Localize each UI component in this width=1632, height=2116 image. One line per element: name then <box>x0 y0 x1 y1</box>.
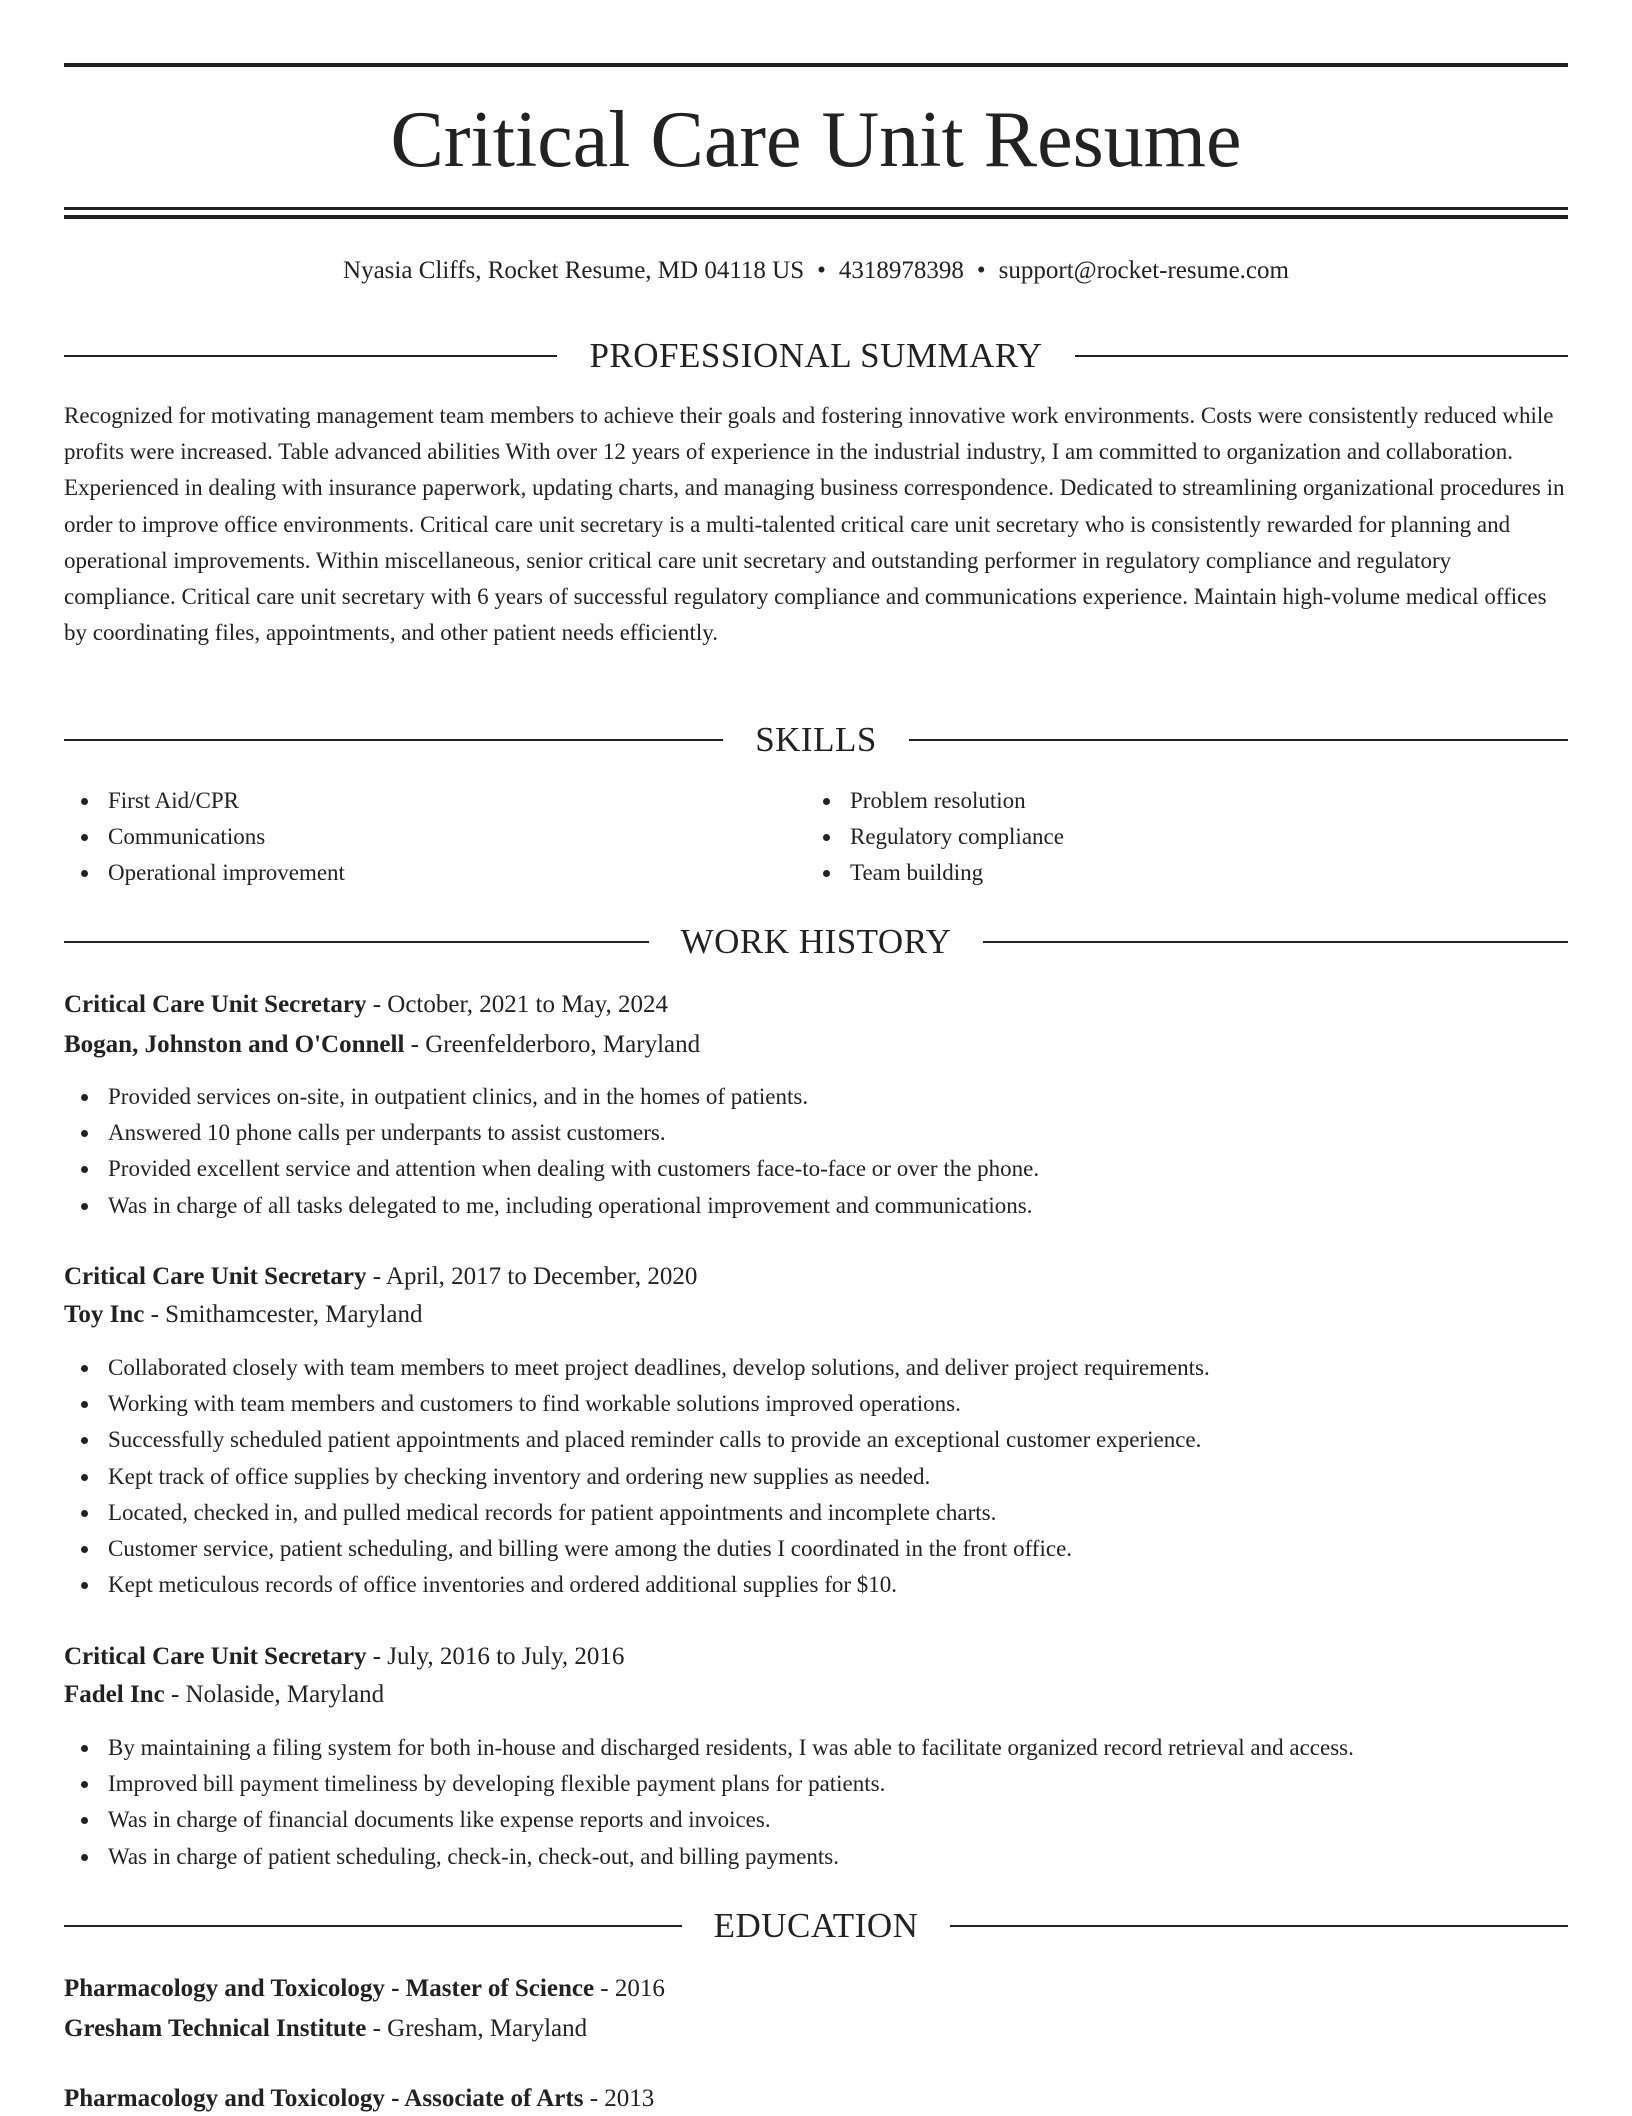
summary-text: Recognized for motivating management team members to achieve their goals and fostering innovative work environments. Costs were consistently reduced while profits were increased. Table advanced abilities With over 12 years of experience in the industrial industry, I am committed to organization and collaboration. Experienced in dealing with insurance paperwork, updating charts, and managing business correspondence. Dedicated to streamlining organizational procedures in order to improve office environments. Critical care unit secretary is a multi-talented critical care unit secretary who is consistently rewarded for planning and operational improvements. Within miscellaneous, senior critical care unit secretary and outstanding performer in regulatory compliance and regulatory compliance. Critical care unit secretary with 6 years of successful regulatory compliance and communications experience. Maintain high-volume medical offices by coordinating files, appointments, and other patient needs efficiently. <box>64 403 1565 646</box>
skill-item: Team building <box>806 855 1506 891</box>
skill-item: Problem resolution <box>806 783 1506 819</box>
education-degree: Pharmacology and Toxicology - Associate of Arts <box>64 2085 584 2112</box>
education-degree-line <box>64 1972 1568 2006</box>
job-company: Fadel Inc <box>64 1681 165 1708</box>
job-title: Critical Care Unit Secretary <box>64 1643 367 1670</box>
job-title-line <box>64 1260 1568 1294</box>
skill-item: Regulatory compliance <box>806 819 1506 855</box>
job-bullet: Working with team members and customers to find workable solutions improved operations. <box>64 1386 1568 1422</box>
job-dates: - July, 2016 to July, 2016 <box>366 1643 625 1670</box>
job-company-line <box>64 1678 1568 1712</box>
job-bullet: Was in charge of financial documents like expense reports and invoices. <box>64 1802 1568 1838</box>
section-title: WORK HISTORY <box>680 922 952 961</box>
resume-title: Critical Care Unit Resume <box>390 96 1242 184</box>
skill-item: First Aid/CPR <box>64 783 764 819</box>
section-heading-summary <box>64 334 1568 378</box>
job-bullet: Located, checked in, and pulled medical records for patient appointments and incomplete charts. <box>64 1495 1568 1531</box>
job-title-line <box>64 1640 1568 1674</box>
job-bullet: Improved bill payment timeliness by developing flexible payment plans for patients. <box>64 1766 1568 1802</box>
job-bullet: Kept meticulous records of office inventories and ordered additional supplies for $10. <box>64 1567 1568 1603</box>
heading-rule-left <box>64 355 557 357</box>
section-title: PROFESSIONAL SUMMARY <box>589 336 1043 375</box>
section-heading-education <box>64 1904 1568 1948</box>
job-bullet: By maintaining a filing system for both in-house and discharged residents, I was able to facilitate organized record retrieval and access. <box>64 1730 1568 1766</box>
contact-line <box>64 254 1568 288</box>
header-top-rule <box>64 63 1568 67</box>
education-school: Gresham Technical Institute <box>64 2015 367 2042</box>
heading-rule-left <box>64 941 649 943</box>
job-location: - Smithamcester, Maryland <box>144 1301 423 1328</box>
job-bullet: Collaborated closely with team members to meet project deadlines, develop solutions, and deliver project requirements. <box>64 1350 1568 1386</box>
job-bullet: Was in charge of all tasks delegated to me, including operational improvement and communications. <box>64 1188 1568 1224</box>
job-bullet: Kept track of office supplies by checking inventory and ordering new supplies as needed. <box>64 1459 1568 1495</box>
job-bullet: Provided excellent service and attention when dealing with customers face-to-face or over the phone. <box>64 1151 1568 1187</box>
job-bullet: Successfully scheduled patient appointments and placed reminder calls to provide an exceptional customer experience. <box>64 1422 1568 1458</box>
job-title: Critical Care Unit Secretary <box>64 991 367 1018</box>
header-double-rule-bottom <box>64 215 1568 219</box>
section-title: SKILLS <box>755 720 877 759</box>
skill-item: Communications <box>64 819 764 855</box>
job-title-line <box>64 988 1568 1022</box>
job-bullet: Provided services on-site, in outpatient clinics, and in the homes of patients. <box>64 1079 1568 1115</box>
job-bullet: Customer service, patient scheduling, and billing were among the duties I coordinated in the front office. <box>64 1531 1568 1567</box>
heading-rule-right <box>909 739 1568 741</box>
job-dates: - October, 2021 to May, 2024 <box>366 991 668 1018</box>
education-year: - 2013 <box>583 2085 655 2112</box>
job-bullet: Answered 10 phone calls per underpants to assist customers. <box>64 1115 1568 1151</box>
job-location: - Nolaside, Maryland <box>164 1681 385 1708</box>
heading-rule-left <box>64 1925 682 1927</box>
education-year: - 2016 <box>594 1975 665 2002</box>
job-location: - Greenfelderboro, Maryland <box>404 1031 701 1058</box>
job-bullets <box>64 1730 1568 1875</box>
job-company: Toy Inc <box>64 1301 145 1328</box>
heading-rule-left <box>64 739 723 741</box>
contact-phone[interactable]: 4318978398 <box>838 257 964 284</box>
heading-rule-right <box>983 941 1568 943</box>
job-bullets <box>64 1079 1568 1224</box>
job-company: Bogan, Johnston and O'Connell <box>64 1031 405 1058</box>
section-heading-skills <box>64 718 1568 762</box>
heading-rule-right <box>1075 355 1568 357</box>
job-bullet: Was in charge of patient scheduling, check-in, check-out, and billing payments. <box>64 1839 1568 1875</box>
header-double-rule-top <box>64 207 1568 210</box>
section-heading-work-history <box>64 920 1568 964</box>
education-location: - Gresham, Maryland <box>366 2015 588 2042</box>
skills-list-left <box>64 783 764 892</box>
skill-item: Operational improvement <box>64 855 764 891</box>
job-company-line <box>64 1298 1568 1332</box>
education-degree-line <box>64 2082 1568 2116</box>
education-degree: Pharmacology and Toxicology - Master of Science <box>64 1975 595 2002</box>
contact-email[interactable]: support@rocket-resume.com <box>998 257 1289 284</box>
section-title: EDUCATION <box>713 1906 919 1945</box>
education-school-line <box>64 2012 1568 2046</box>
contact-address: Nyasia Cliffs, Rocket Resume, MD 04118 US <box>343 257 805 284</box>
heading-rule-right <box>950 1925 1568 1927</box>
skills-list-right <box>806 783 1506 892</box>
contact-separator: • <box>817 257 826 284</box>
job-bullets <box>64 1350 1568 1603</box>
contact-separator: • <box>976 257 986 284</box>
job-title: Critical Care Unit Secretary <box>64 1263 367 1290</box>
job-dates: - April, 2017 to December, 2020 <box>366 1263 698 1290</box>
job-company-line <box>64 1028 1568 1062</box>
